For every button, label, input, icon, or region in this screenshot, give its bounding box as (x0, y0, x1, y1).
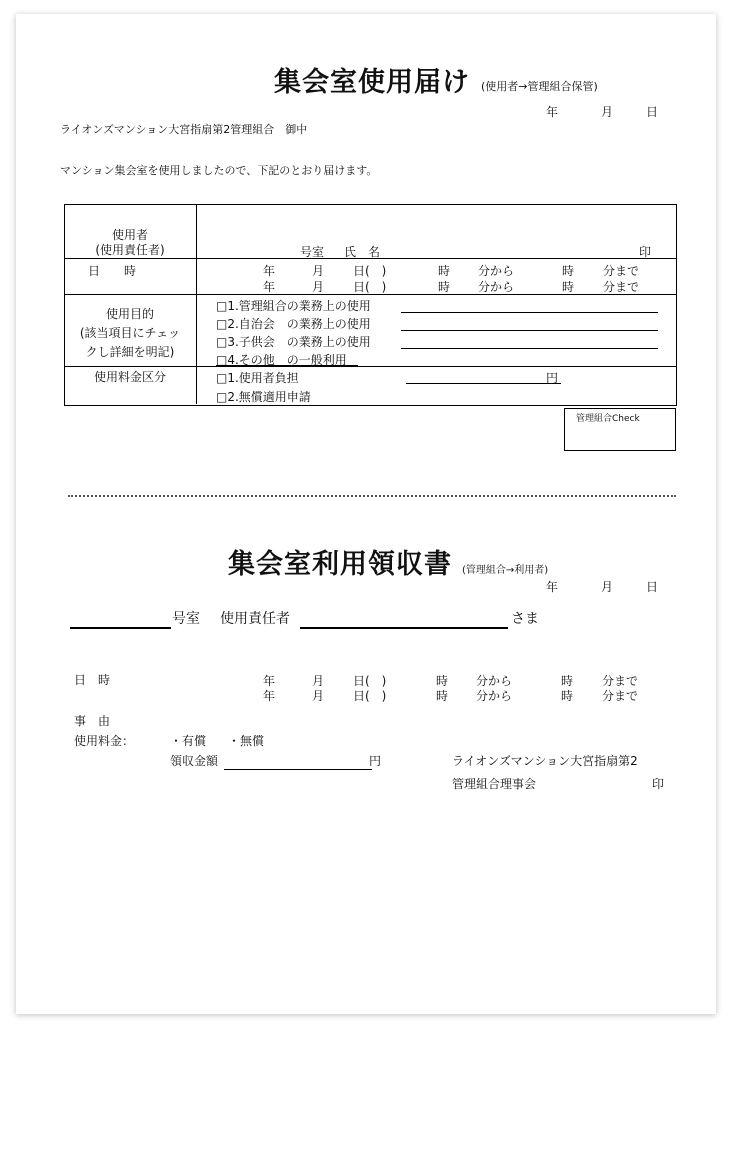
room-no-line[interactable] (70, 627, 171, 629)
receipt-fee-free[interactable]: ・無償 (228, 734, 265, 748)
fee-option-2[interactable]: □2.無償適用申請 (216, 390, 311, 404)
form-intro: マンション集会室を使用しましたので、下記のとおり届けます。 (60, 164, 378, 177)
fee-yen: 円 (546, 371, 559, 385)
r-dt-year-1: 年 (263, 674, 276, 688)
r-dt-hour-1: 時 (436, 674, 449, 688)
dt-hour-1: 時 (438, 264, 451, 278)
dt-day-2: 日( ) (353, 280, 387, 294)
r-dt-year-2: 年 (263, 689, 276, 703)
purpose-option-1[interactable]: □1.管理組合の業務上の使用 (216, 299, 371, 313)
form-date-year: 年 (546, 105, 559, 119)
receipt-fee-label: 使用料金： (74, 734, 135, 748)
receipt-issuer-board: 管理組合理事会 (452, 777, 537, 791)
receipt-responsible-label: 使用責任者 (220, 611, 290, 627)
document-page (16, 14, 716, 1014)
r-dt-hour-2: 時 (436, 689, 449, 703)
seal-label: 印 (639, 245, 652, 259)
form-addressee: ライオンズマンション大宮指扇第2管理組合 御中 (60, 123, 308, 136)
receipt-seal: 印 (652, 777, 665, 791)
dt-hour2-2: 時 (562, 280, 575, 294)
purpose-option-2[interactable]: □2.自治会 の業務上の使用 (216, 317, 371, 331)
r-dt-day-1: 日( ) (353, 674, 387, 688)
r-dt-month-1: 月 (312, 674, 325, 688)
r-dt-until-1: 分まで (602, 674, 639, 688)
dt-year-2: 年 (263, 280, 276, 294)
user-label: 使用者 (111, 228, 148, 242)
dt-until-2: 分まで (603, 280, 640, 294)
purpose-option-3[interactable]: □3.子供会 の業務上の使用 (216, 335, 371, 349)
receipt-datetime-label: 日 時 (74, 673, 111, 687)
fee-option-1[interactable]: □1.使用者負担 (216, 371, 299, 385)
dt-hour-2: 時 (438, 280, 451, 294)
receipt-reason-label: 事 由 (74, 714, 111, 728)
receipt-date-year: 年 (546, 580, 559, 594)
receipt-fee-paid[interactable]: ・有償 (170, 734, 207, 748)
datetime-label: 日 時 (88, 264, 137, 278)
dt-until-1: 分まで (603, 264, 640, 278)
form-subtitle: (使用者→管理組合保管) (481, 80, 598, 93)
management-check-label: 管理組合Check (576, 414, 640, 424)
receipt-title: 集会室利用領収書 (228, 549, 452, 580)
fee-label: 使用料金区分 (93, 370, 166, 384)
r-dt-until-2: 分まで (602, 689, 639, 703)
r-dt-hour2-2: 時 (561, 689, 574, 703)
purpose-option-4[interactable]: □4.その他 の一般利用 (216, 353, 347, 367)
dt-from-2: 分から (478, 280, 515, 294)
user-label-sub: (使用責任者) (95, 243, 165, 257)
r-dt-from-1: 分から (476, 674, 513, 688)
amount-line[interactable] (224, 769, 372, 770)
r-dt-day-2: 日( ) (353, 689, 387, 703)
room-no-label: 号室 (300, 245, 325, 259)
receipt-issuer: ライオンズマンション大宮指扇第2 (452, 754, 638, 768)
receipt-amount-label: 領収金額 (170, 754, 219, 768)
dt-day-1: 日( ) (353, 264, 387, 278)
receipt-room-label: 号室 (172, 611, 200, 627)
name-label: 氏 名 (344, 245, 381, 259)
receipt-date-month: 月 (601, 580, 614, 594)
dt-month-2: 月 (312, 280, 325, 294)
r-dt-from-2: 分から (476, 689, 513, 703)
form-date-month: 月 (601, 105, 614, 119)
purpose-label: 使用目的 (105, 307, 154, 321)
purpose-label-3: クし詳細を明記) (85, 345, 175, 359)
dt-year-1: 年 (263, 264, 276, 278)
form-date-day: 日 (646, 105, 659, 119)
receipt-yen: 円 (369, 754, 382, 768)
receipt-honorific: さま (511, 611, 539, 627)
form-title: 集会室使用届け (274, 67, 470, 98)
receipt-date-day: 日 (646, 580, 659, 594)
cut-line (68, 495, 676, 497)
r-dt-hour2-1: 時 (561, 674, 574, 688)
purpose-label-2: (該当項目にチェッ (79, 326, 181, 340)
receipt-subtitle: (管理組合→利用者) (462, 565, 549, 576)
dt-month-1: 月 (312, 264, 325, 278)
responsible-line[interactable] (300, 627, 508, 629)
dt-from-1: 分から (478, 264, 515, 278)
r-dt-month-2: 月 (312, 689, 325, 703)
dt-hour2-1: 時 (562, 264, 575, 278)
